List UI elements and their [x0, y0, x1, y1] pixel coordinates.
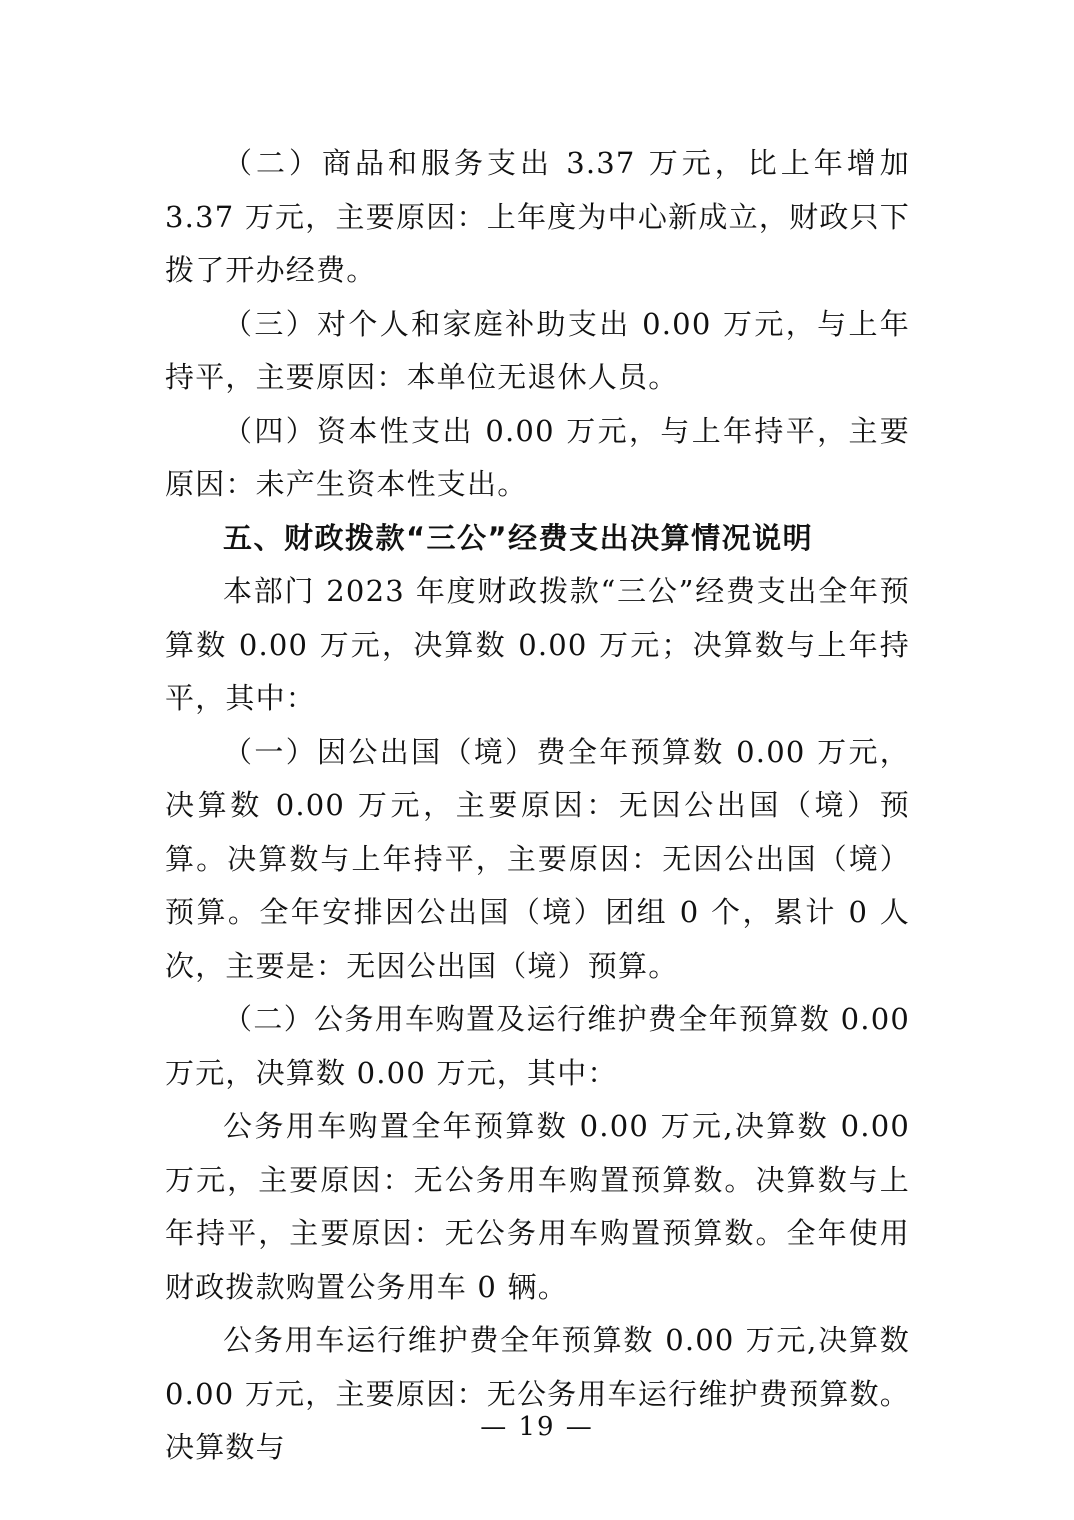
paragraph-capital: （四）资本性支出 0.00 万元，与上年持平，主要原因：未产生资本性支出。	[165, 413, 910, 501]
paragraph-vehicles: （二）公务用车购置及运行维护费全年预算数 0.00 万元，决算数 0.00 万元，其中：	[165, 1002, 910, 1090]
body-text	[165, 137, 910, 1475]
paragraph-three-public-summary: 本部门 2023 年度财政拨款“三公”经费支出全年预算数 0.00 万元，决算数 0.00 万元；决算数与上年持平，其中：	[165, 574, 910, 715]
paragraph-goods-services: （二）商品和服务支出 3.37 万元，比上年增加 3.37 万元，主要原因：上年度为中心新成立，财政只下拨了开办经费。	[165, 146, 910, 287]
paragraph-overseas-travel: （一）因公出国（境）费全年预算数 0.00 万元，决算数 0.00 万元，主要原因：无因公出国（境）预算。决算数与上年持平，主要原因：无因公出国（境）预算。全年安排因公出国（境）团组 0 个，累计 0 人次，主要是：无因公出国（境）预算。	[165, 734, 910, 983]
page-number: — 19 —	[480, 1412, 594, 1442]
paragraph-subsidy: （三）对个人和家庭补助支出 0.00 万元，与上年持平，主要原因：本单位无退休人员。	[165, 306, 910, 394]
section-heading: 五、财政拨款“三公”经费支出决算情况说明	[223, 520, 814, 555]
paragraph-vehicle-maintenance: 公务用车运行维护费全年预算数 0.00 万元,决算数 0.00 万元，主要原因：无公务用车运行维护费预算数。决算数与	[165, 1323, 910, 1464]
paragraph-vehicle-purchase: 公务用车购置全年预算数 0.00 万元,决算数 0.00 万元，主要原因：无公务用车购置预算数。决算数与上年持平，主要原因：无公务用车购置预算数。全年使用财政拨款购置公务用车 0 辆。	[165, 1109, 910, 1304]
